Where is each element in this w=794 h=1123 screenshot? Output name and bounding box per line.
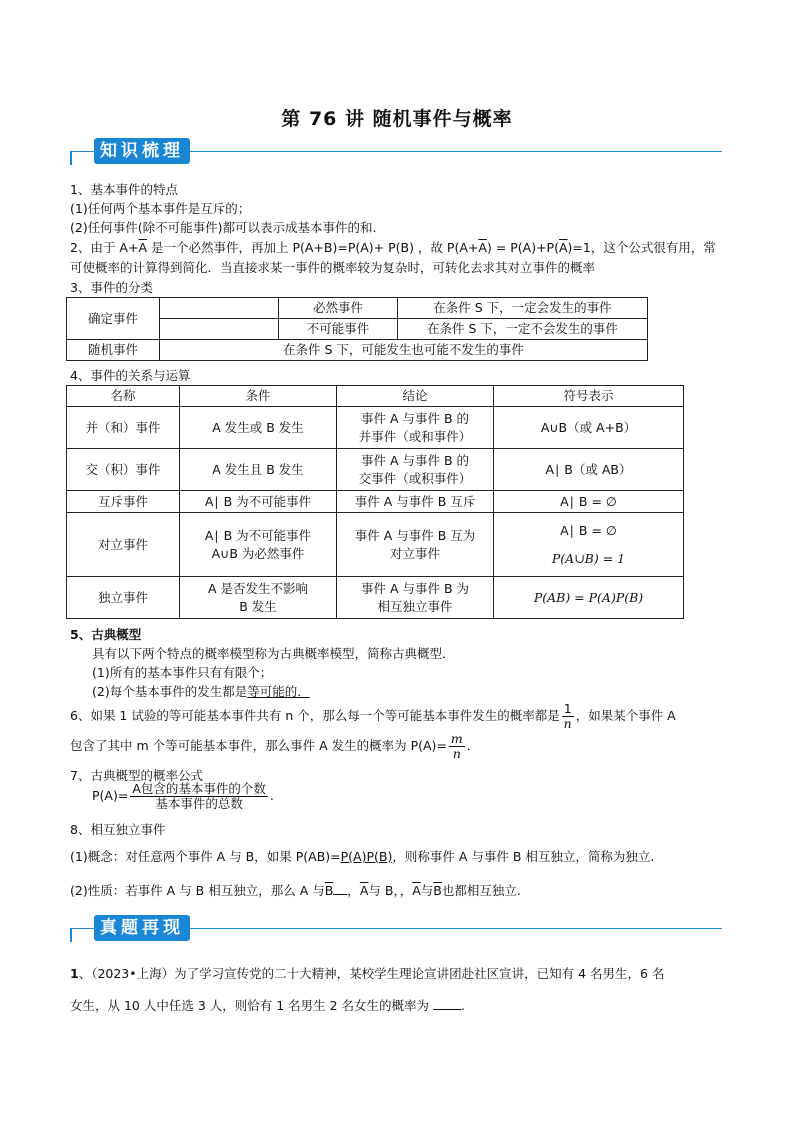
text: 女生，从 10 人中任选 3 人，则恰有 1 名男生 2 名女生的概率为 [70, 998, 434, 1013]
row-name: 对立事件 [67, 513, 180, 577]
banner-title: 真题再现 [100, 918, 184, 938]
row-symbol: P(AB) = P(A)P(B) [494, 577, 684, 619]
row-symbol [494, 513, 684, 577]
row-result [337, 449, 494, 491]
s1-item-b: (2)任何事件(除不可能事件)都可以表示成基本事件的和. [70, 220, 377, 235]
text: $\overline{A}$ [412, 883, 421, 898]
header-condition: 条件 [180, 386, 337, 407]
row-name: 独立事件 [67, 577, 180, 619]
text: ，如果某个事件 A [575, 708, 676, 723]
text: 相互独立事件 [377, 598, 453, 614]
text: A包含的基本事件的个数 [132, 781, 266, 796]
header-symbol: 符号表示 [494, 386, 684, 407]
blank [333, 894, 347, 895]
text: 对立事件 [389, 545, 440, 561]
cell-sure-event: 必然事件 [279, 298, 398, 319]
s8-property [70, 881, 521, 899]
s7-formula [92, 782, 274, 811]
s1-heading: 1、基本事件的特点 [70, 182, 178, 197]
row-condition: A 发生且 B 发生 [180, 449, 337, 491]
s2-line-2: 可使概率的计算得到简化．当直接求某一事件的概率较为复杂时，可转化去求其对立事件的概率 [70, 260, 596, 275]
text: (2)性质：若事件 A 与 B 相互独立，那么 A 与 [70, 883, 325, 898]
row-symbol: A∣ B = ∅ [494, 491, 684, 513]
row-name: 并（和）事件 [67, 407, 180, 449]
section-banner-exam [70, 915, 722, 943]
cell-impossible-desc: 在条件 S 下，一定不会发生的事件 [398, 319, 648, 340]
question-1-line-2 [70, 996, 465, 1014]
cell-empty [160, 298, 279, 319]
cell-sure-desc: 在条件 S 下，一定会发生的事件 [398, 298, 648, 319]
row-condition [180, 577, 337, 619]
question-1-line-1 [70, 964, 664, 982]
row-result [337, 407, 494, 449]
fraction [130, 782, 268, 811]
s4-heading: 4、事件的关系与运算 [70, 368, 191, 383]
row-symbol: A∪B（或 A+B） [494, 407, 684, 449]
text: 并事件（或和事件） [358, 428, 472, 444]
row-name: 交（积）事件 [67, 449, 180, 491]
event-classification-table [66, 297, 648, 361]
s8-concept [70, 847, 654, 865]
cell-impossible-event: 不可能事件 [279, 319, 398, 340]
table-row [67, 407, 684, 449]
banner-hook [70, 151, 72, 165]
text: 与 B， [368, 883, 400, 898]
text: $\overline{A}$ [558, 240, 568, 255]
text: A∪B 为必然事件 [211, 545, 305, 561]
text: 事件 A 与事件 B 的 [360, 410, 470, 426]
text: $\overline{A}$ [138, 240, 148, 255]
s2-line-1 [70, 238, 716, 256]
s1-item-a: (1)任何两个基本事件是互斥的； [70, 201, 251, 216]
header-name: 名称 [67, 386, 180, 407]
text: ， [399, 883, 413, 898]
row-condition [180, 513, 337, 577]
spacer [494, 540, 683, 550]
text: 2、由于 A+ [70, 240, 139, 255]
text: 事件 A 与事件 B 互为 [354, 527, 476, 543]
text: )=1，这个公式很有用，常 [567, 240, 716, 255]
text: P(A)= [92, 788, 129, 803]
fraction [449, 732, 465, 761]
s6-line-1 [70, 702, 676, 731]
banner-box [94, 138, 190, 164]
cell-empty [160, 319, 279, 340]
text: . [269, 788, 274, 803]
s5-heading: 5、古典概型 [70, 627, 142, 642]
s5-text-a: 具有以下两个特点的概率模型称为古典概率模型，简称古典概型． [92, 646, 455, 661]
table-row [67, 449, 684, 491]
s8-heading: 8、相互独立事件 [70, 822, 166, 837]
fraction [562, 702, 574, 731]
text: 事件 A 与事件 B 为 [360, 580, 470, 596]
text: $\overline{A}$ [478, 240, 487, 255]
banner-title: 知识梳理 [100, 141, 184, 161]
row-result [337, 513, 494, 577]
text: 1 [70, 966, 79, 981]
s5-text-c [92, 682, 310, 700]
cell-certain-event: 确定事件 [67, 298, 160, 340]
text: $\overline{A}$ [359, 883, 369, 898]
text: . [461, 998, 466, 1013]
row-result [337, 577, 494, 619]
section-banner-knowledge [70, 138, 722, 166]
text: . [466, 738, 471, 753]
text: n [452, 746, 461, 761]
s6-line-2 [70, 732, 471, 761]
text: $\overline{B}$ [324, 883, 334, 898]
banner-box [94, 915, 190, 941]
text: A∣ B = ∅ [560, 522, 617, 538]
text: 1 [563, 701, 572, 716]
row-condition: A∣ B 为不可能事件 [180, 491, 337, 513]
text: 等可能的． [247, 684, 310, 699]
row-condition: A 发生或 B 发生 [180, 407, 337, 449]
text: (2)每个基本事件的发生都是 [92, 684, 248, 699]
table-row [67, 491, 684, 513]
text: 、（2023•上海）为了学习宣传党的二十大精神，某校学生理论宣讲团赴社区宣讲，已知有 4 名男生，6 名 [78, 966, 665, 981]
event-relations-table [66, 385, 684, 619]
text: 与 [420, 883, 434, 898]
text: B 发生 [239, 598, 277, 614]
text: ，则称事件 A 与事件 B 相互独立，简称为独立. [392, 849, 655, 864]
text: P(A)P(B) [340, 849, 393, 864]
text: 包含了其中 m 个等可能基本事件，那么事件 A 发生的概率为 P(A)= [70, 738, 447, 753]
text: A 是否发生不影响 [207, 580, 309, 596]
text: A∣ B 为不可能事件 [204, 527, 312, 543]
header-result: 结论 [337, 386, 494, 407]
cell-random-event: 随机事件 [67, 340, 160, 361]
text: m [450, 731, 463, 746]
table-row [67, 577, 684, 619]
s7-heading: 7、古典概型的概率公式 [70, 768, 203, 783]
s3-heading: 3、事件的分类 [70, 280, 153, 295]
text: 交事件（或积事件） [358, 470, 472, 486]
table-row [67, 513, 684, 577]
row-name: 互斥事件 [67, 491, 180, 513]
text: ) = P(A)+P( [486, 240, 559, 255]
row-result: 事件 A 与事件 B 互斥 [337, 491, 494, 513]
cell-random-desc: 在条件 S 下，可能发生也可能不发生的事件 [160, 340, 648, 361]
s5-text-b: (1)所有的基本事件只有有限个； [92, 665, 273, 680]
text: 6、如果 1 试验的等可能基本事件共有 n 个，那么每一个等可能基本事件发生的概率都是 [70, 708, 560, 723]
text: $\overline{B}$ [433, 883, 442, 898]
text: (1)概念：对任意两个事件 A 与 B，如果 P(AB)= [70, 849, 341, 864]
text: 事件 A 与事件 B 的 [360, 452, 470, 468]
text: n [563, 716, 572, 731]
text: 也都相互独立. [441, 883, 521, 898]
text: 是一个必然事件，再加上 P(A+B)=P(A)+ P(B) ，故 P(A+ [147, 240, 479, 255]
page-title: 第 76 讲 随机事件与概率 [281, 108, 513, 130]
answer-blank [433, 1009, 461, 1010]
text: 基本事件的总数 [155, 796, 243, 811]
row-symbol: A∣ B（或 AB） [494, 449, 684, 491]
banner-hook [70, 928, 72, 942]
text: ， [347, 883, 360, 898]
text: P(A∪B) = 1 [551, 550, 626, 566]
